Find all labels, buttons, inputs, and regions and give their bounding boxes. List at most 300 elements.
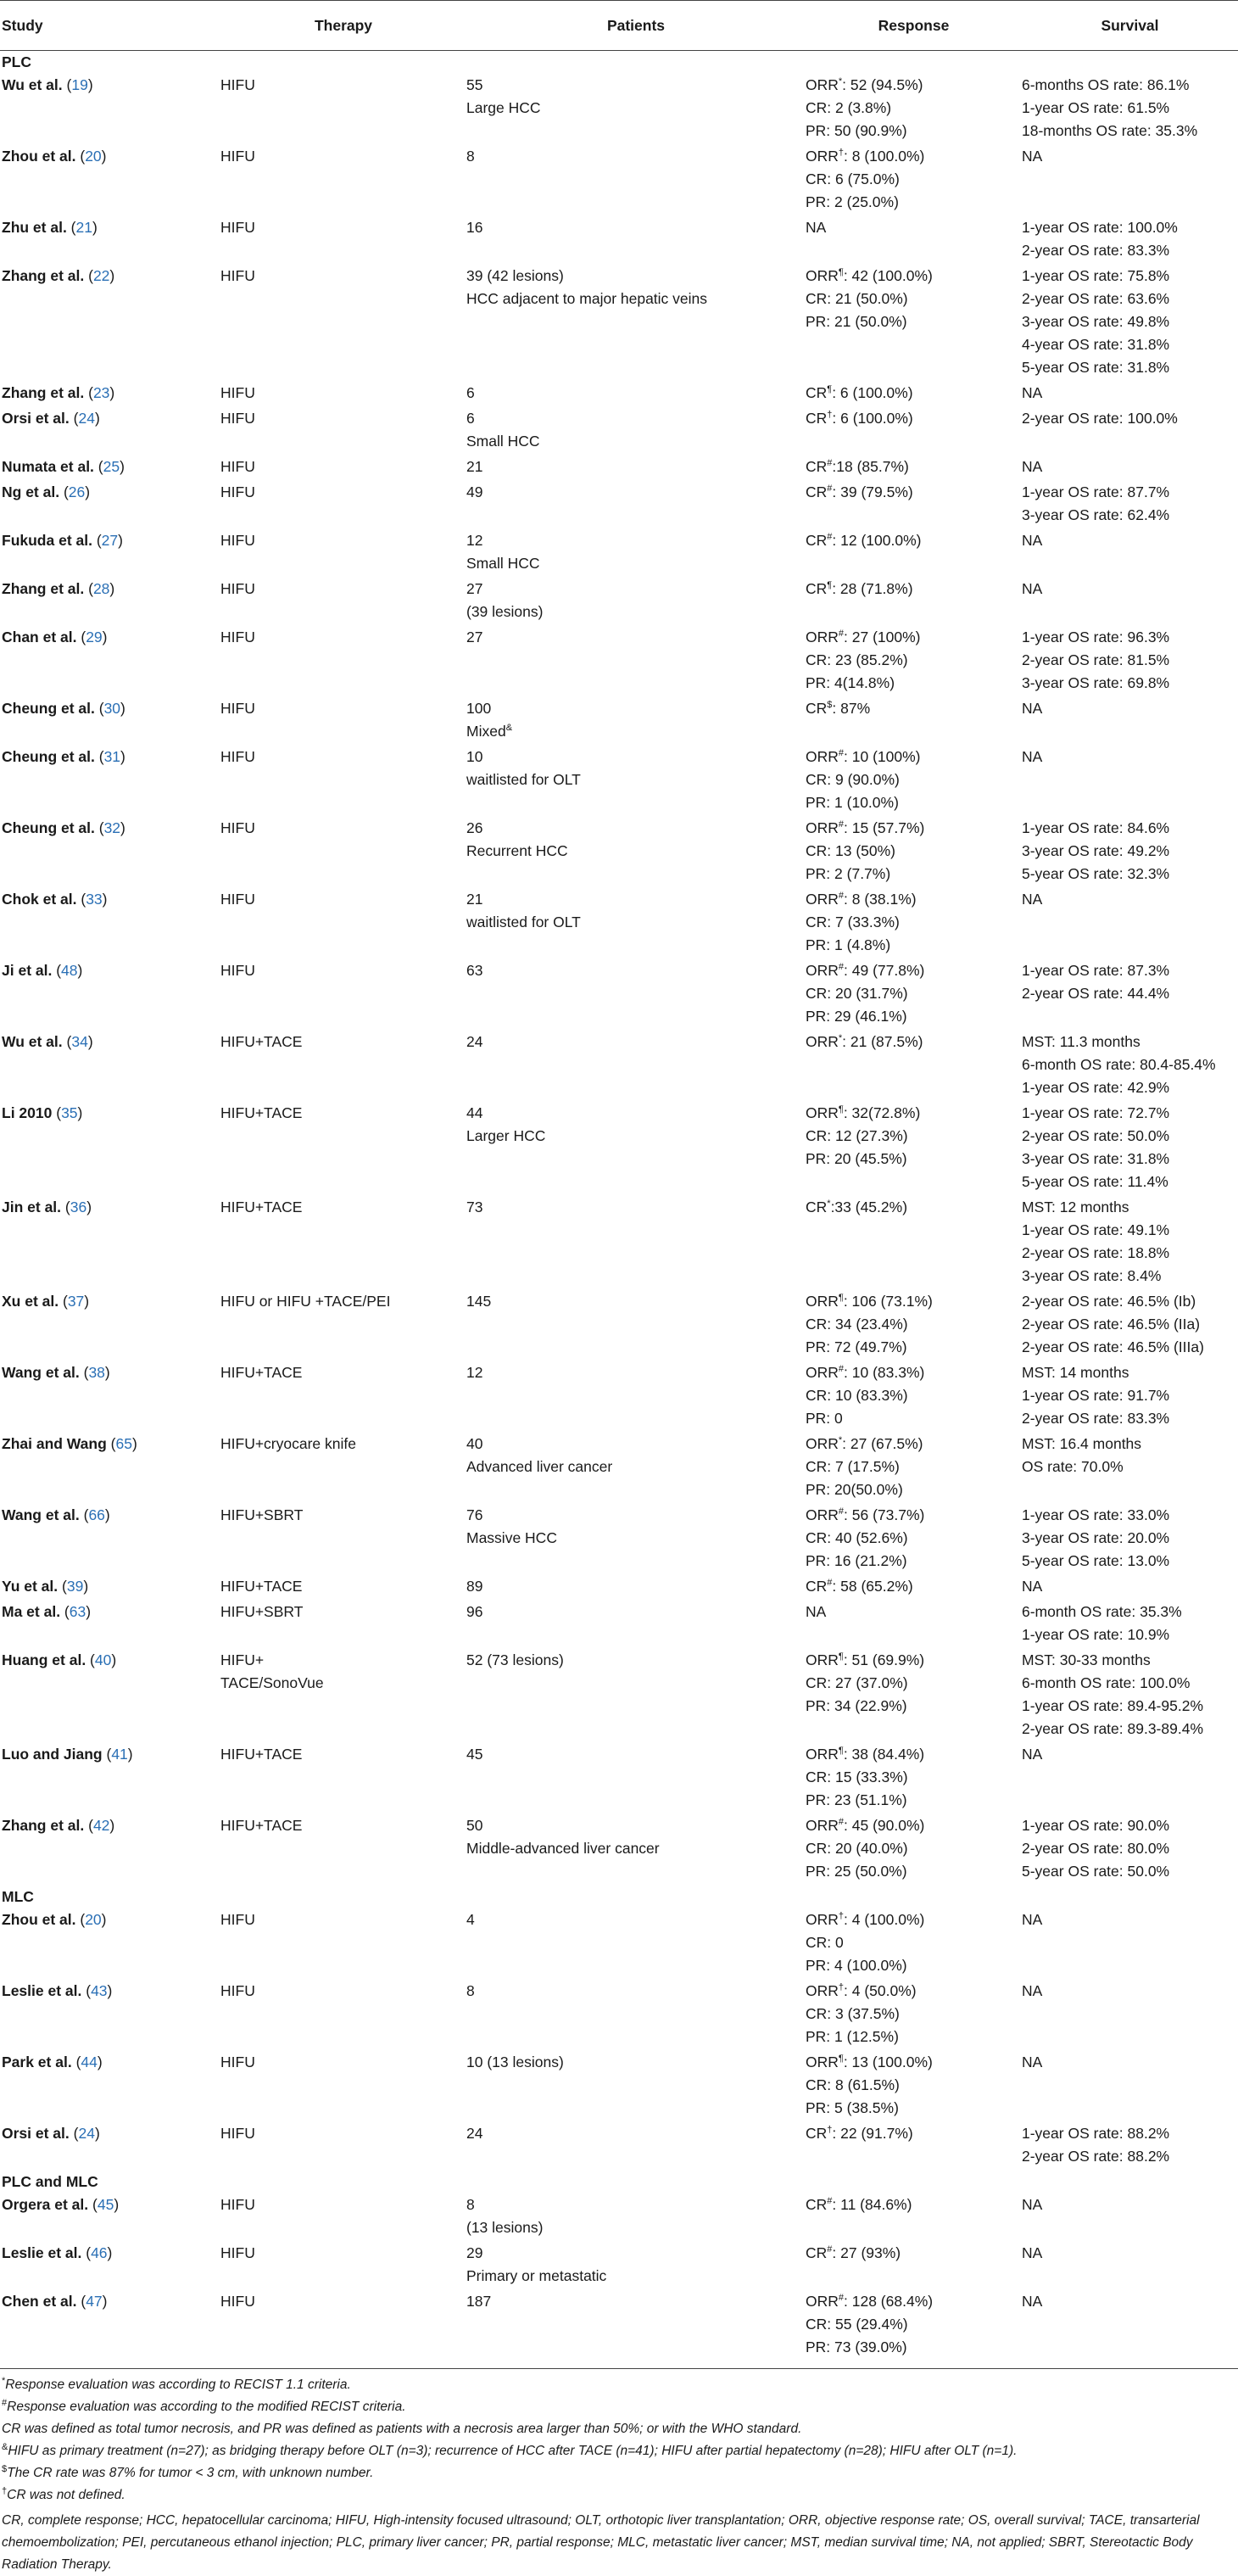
survival-cell bbox=[1022, 2051, 1238, 2122]
survival-line: 2-year OS rate: 63.6% bbox=[1022, 290, 1170, 307]
response-line: PR: 1 (4.8%) bbox=[806, 936, 891, 953]
response-line: ORR¶: 13 (100.0%) bbox=[806, 2054, 933, 2070]
study-name: Leslie et al. bbox=[2, 1982, 82, 1999]
survival-line: 3-year OS rate: 20.0% bbox=[1022, 1529, 1170, 1546]
response-line: PR: 2 (7.7%) bbox=[806, 865, 891, 882]
study-name: Zhang et al. bbox=[2, 384, 85, 401]
response-cell bbox=[806, 1433, 1022, 1504]
footnote: $The CR rate was 87% for tumor < 3 cm, with unknown number. bbox=[2, 2463, 374, 2480]
reference-link[interactable]: 32 bbox=[103, 819, 121, 836]
reference-link[interactable]: 24 bbox=[78, 2125, 95, 2142]
reference-link[interactable]: 45 bbox=[97, 2196, 114, 2213]
study-cell: Luo and Jiang (41) bbox=[2, 1746, 133, 1763]
study-name: Zhang et al. bbox=[2, 267, 85, 284]
reference-link[interactable]: 28 bbox=[92, 580, 110, 597]
survival-line: 2-year OS rate: 44.4% bbox=[1022, 985, 1170, 1002]
study-cell: Yu et al. (39) bbox=[2, 1578, 89, 1595]
patients-line: 21 bbox=[466, 458, 483, 475]
study-cell: Zhang et al. (42) bbox=[2, 1817, 115, 1834]
patients-line: 145 bbox=[466, 1293, 492, 1310]
therapy-line: HIFU+TACE bbox=[220, 1817, 303, 1834]
response-cell bbox=[806, 74, 1022, 145]
patients-line: 27 bbox=[466, 629, 483, 645]
patients-cell bbox=[466, 746, 806, 817]
therapy-line: HIFU+TACE bbox=[220, 1364, 303, 1381]
reference-link[interactable]: 25 bbox=[103, 458, 120, 475]
therapy-line: HIFU bbox=[220, 700, 255, 717]
survival-line: MST: 30-33 months bbox=[1022, 1651, 1151, 1668]
reference-link[interactable]: 35 bbox=[61, 1104, 78, 1121]
patients-line: 8 bbox=[466, 1982, 475, 1999]
study-cell: Ji et al. (48) bbox=[2, 962, 83, 979]
patients-line: 100 bbox=[466, 700, 492, 717]
reference-link[interactable]: 19 bbox=[71, 76, 88, 93]
patients-line: 27 bbox=[466, 580, 483, 597]
table-row bbox=[0, 455, 1238, 481]
study-name: Zhang et al. bbox=[2, 580, 85, 597]
therapy-line: HIFU bbox=[220, 2244, 255, 2261]
patients-cell bbox=[466, 1601, 806, 1649]
survival-line: NA bbox=[1022, 2054, 1043, 2070]
survival-line: 3-year OS rate: 49.8% bbox=[1022, 313, 1170, 330]
reference-link[interactable]: 24 bbox=[78, 410, 95, 427]
response-line: CR: 6 (75.0%) bbox=[806, 170, 900, 187]
patients-cell bbox=[466, 1649, 806, 1743]
therapy-line: HIFU bbox=[220, 458, 255, 475]
study-cell: Wang et al. (38) bbox=[2, 1364, 110, 1381]
survival-line: 1-year OS rate: 61.5% bbox=[1022, 99, 1170, 116]
reference-link[interactable]: 29 bbox=[86, 629, 103, 645]
survival-line: 2-year OS rate: 18.8% bbox=[1022, 1244, 1170, 1261]
survival-cell bbox=[1022, 216, 1238, 265]
study-cell: Orgera et al. (45) bbox=[2, 2196, 120, 2213]
study-name: Ji et al. bbox=[2, 962, 53, 979]
therapy-cell bbox=[220, 578, 466, 626]
patients-cell bbox=[466, 2122, 806, 2171]
study-name: Cheung et al. bbox=[2, 748, 95, 765]
survival-line: 18-months OS rate: 35.3% bbox=[1022, 122, 1198, 139]
survival-cell bbox=[1022, 481, 1238, 529]
survival-cell bbox=[1022, 1908, 1238, 1980]
therapy-cell bbox=[220, 74, 466, 145]
therapy-line: HIFU bbox=[220, 76, 255, 93]
survival-cell bbox=[1022, 407, 1238, 455]
response-cell bbox=[806, 888, 1022, 959]
therapy-cell bbox=[220, 382, 466, 407]
patients-line: 76 bbox=[466, 1506, 483, 1523]
response-line: CR: 13 (50%) bbox=[806, 842, 896, 859]
reference-link[interactable]: 21 bbox=[75, 219, 92, 236]
patients-line: waitlisted for OLT bbox=[466, 914, 581, 930]
header-survival: Survival bbox=[1022, 1, 1238, 51]
therapy-line: HIFU bbox=[220, 267, 255, 284]
patients-line: 96 bbox=[466, 1603, 483, 1620]
survival-line: 6-month OS rate: 80.4-85.4% bbox=[1022, 1056, 1216, 1073]
study-cell: Zhai and Wang (65) bbox=[2, 1435, 137, 1452]
study-name: Park et al. bbox=[2, 2054, 72, 2070]
reference-link[interactable]: 42 bbox=[92, 1817, 110, 1834]
response-line: CR: 7 (33.3%) bbox=[806, 914, 900, 930]
response-line: ORR¶: 51 (69.9%) bbox=[806, 1651, 925, 1668]
footnote: *Response evaluation was according to RECIST 1.1 criteria. bbox=[2, 2375, 351, 2392]
survival-line: NA bbox=[1022, 1578, 1043, 1595]
survival-line: NA bbox=[1022, 1911, 1043, 1928]
reference-link[interactable]: 38 bbox=[88, 1364, 105, 1381]
survival-line: NA bbox=[1022, 384, 1043, 401]
table-row bbox=[0, 578, 1238, 626]
response-cell bbox=[806, 529, 1022, 578]
therapy-line: HIFU+TACE bbox=[220, 1746, 303, 1763]
survival-line: MST: 14 months bbox=[1022, 1364, 1129, 1381]
therapy-line: HIFU bbox=[220, 410, 255, 427]
patients-line: 21 bbox=[466, 891, 483, 908]
therapy-cell bbox=[220, 626, 466, 697]
survival-cell bbox=[1022, 1814, 1238, 1886]
table-row bbox=[0, 1743, 1238, 1814]
therapy-cell bbox=[220, 959, 466, 1031]
study-cell: Leslie et al. (43) bbox=[2, 1982, 113, 1999]
response-cell bbox=[806, 216, 1022, 265]
survival-cell bbox=[1022, 2193, 1238, 2242]
patients-cell bbox=[466, 1361, 806, 1433]
study-cell: Zhang et al. (28) bbox=[2, 580, 115, 597]
reference-link[interactable]: 26 bbox=[68, 483, 86, 500]
response-line: PR: 4 (100.0%) bbox=[806, 1957, 907, 1974]
study-name: Luo and Jiang bbox=[2, 1746, 103, 1763]
response-cell bbox=[806, 2051, 1022, 2122]
response-line: PR: 20 (45.5%) bbox=[806, 1150, 907, 1167]
response-line: ORR†: 4 (100.0%) bbox=[806, 1911, 925, 1928]
survival-cell bbox=[1022, 382, 1238, 407]
survival-line: 1-year OS rate: 42.9% bbox=[1022, 1079, 1170, 1096]
patients-line: 44 bbox=[466, 1104, 483, 1121]
study-name: Leslie et al. bbox=[2, 2244, 82, 2261]
response-line: PR: 20(50.0%) bbox=[806, 1481, 903, 1498]
survival-line: 2-year OS rate: 46.5% (IIa) bbox=[1022, 1316, 1201, 1333]
patients-line: 49 bbox=[466, 483, 483, 500]
survival-cell bbox=[1022, 265, 1238, 382]
survival-line: 2-year OS rate: 89.3-89.4% bbox=[1022, 1720, 1203, 1737]
study-name: Huang et al. bbox=[2, 1651, 86, 1668]
patients-line: 24 bbox=[466, 2125, 483, 2142]
response-line: CR#:18 (85.7%) bbox=[806, 458, 909, 475]
study-name: Cheung et al. bbox=[2, 819, 95, 836]
response-line: CR†: 22 (91.7%) bbox=[806, 2125, 913, 2142]
footnote: †CR was not defined. bbox=[2, 2485, 125, 2502]
patients-cell bbox=[466, 74, 806, 145]
study-cell: Leslie et al. (46) bbox=[2, 2244, 113, 2261]
patients-cell bbox=[466, 481, 806, 529]
response-cell bbox=[806, 1601, 1022, 1649]
survival-line: NA bbox=[1022, 700, 1043, 717]
study-cell: Fukuda et al. (27) bbox=[2, 532, 123, 549]
therapy-line: HIFU bbox=[220, 2125, 255, 2142]
table-row bbox=[0, 74, 1238, 145]
therapy-line: HIFU bbox=[220, 384, 255, 401]
section-title: PLC bbox=[2, 53, 31, 70]
survival-line: NA bbox=[1022, 148, 1043, 165]
survival-line: 1-year OS rate: 10.9% bbox=[1022, 1626, 1170, 1643]
therapy-cell bbox=[220, 888, 466, 959]
survival-cell bbox=[1022, 888, 1238, 959]
study-name: Wu et al. bbox=[2, 76, 63, 93]
response-line: CR: 12 (27.3%) bbox=[806, 1127, 908, 1144]
response-line: CR: 2 (3.8%) bbox=[806, 99, 892, 116]
patients-line: 50 bbox=[466, 1817, 483, 1834]
table-row bbox=[0, 1031, 1238, 1102]
survival-line: OS rate: 70.0% bbox=[1022, 1458, 1124, 1475]
response-line: ORR¶: 42 (100.0%) bbox=[806, 267, 933, 284]
response-line: CR#: 12 (100.0%) bbox=[806, 532, 922, 549]
patients-cell bbox=[466, 2051, 806, 2122]
therapy-cell bbox=[220, 746, 466, 817]
survival-line: 1-year OS rate: 89.4-95.2% bbox=[1022, 1697, 1203, 1714]
reference-link[interactable]: 36 bbox=[70, 1199, 87, 1215]
patients-line: Small HCC bbox=[466, 555, 540, 572]
survival-line: 5-year OS rate: 11.4% bbox=[1022, 1173, 1168, 1190]
study-name: Wang et al. bbox=[2, 1364, 80, 1381]
patients-cell bbox=[466, 626, 806, 697]
therapy-cell bbox=[220, 1649, 466, 1743]
response-cell bbox=[806, 2122, 1022, 2171]
therapy-line: HIFU+TACE bbox=[220, 1199, 303, 1215]
study-name: Jin et al. bbox=[2, 1199, 62, 1215]
survival-line: 3-year OS rate: 49.2% bbox=[1022, 842, 1170, 859]
therapy-cell bbox=[220, 1980, 466, 2051]
response-line: ORR#: 15 (57.7%) bbox=[806, 819, 925, 836]
patients-cell bbox=[466, 1908, 806, 1980]
table-row bbox=[0, 1433, 1238, 1504]
therapy-cell bbox=[220, 481, 466, 529]
survival-line: 1-year OS rate: 49.1% bbox=[1022, 1221, 1170, 1238]
survival-cell bbox=[1022, 1980, 1238, 2051]
patients-line: 73 bbox=[466, 1199, 483, 1215]
study-name: Cheung et al. bbox=[2, 700, 95, 717]
patients-cell bbox=[466, 1196, 806, 1290]
reference-link[interactable]: 39 bbox=[66, 1578, 84, 1595]
survival-cell bbox=[1022, 1601, 1238, 1649]
study-name: Wang et al. bbox=[2, 1506, 80, 1523]
survival-line: NA bbox=[1022, 2244, 1043, 2261]
patients-cell bbox=[466, 1102, 806, 1196]
survival-line: 1-year OS rate: 87.7% bbox=[1022, 483, 1170, 500]
response-cell bbox=[806, 1102, 1022, 1196]
reference-link[interactable]: 23 bbox=[92, 384, 110, 401]
patients-line: HCC adjacent to major hepatic veins bbox=[466, 290, 708, 307]
study-name: Numata et al. bbox=[2, 458, 94, 475]
response-line: PR: 50 (90.9%) bbox=[806, 122, 907, 139]
reference-link[interactable]: 27 bbox=[101, 532, 119, 549]
response-cell bbox=[806, 1980, 1022, 2051]
response-cell bbox=[806, 1290, 1022, 1361]
response-cell bbox=[806, 1908, 1022, 1980]
response-cell bbox=[806, 1814, 1022, 1886]
response-line: CR: 10 (83.3%) bbox=[806, 1387, 908, 1404]
table-row bbox=[0, 746, 1238, 817]
therapy-line: HIFU bbox=[220, 629, 255, 645]
table-row bbox=[0, 2051, 1238, 2122]
table-row bbox=[0, 2242, 1238, 2290]
patients-cell bbox=[466, 265, 806, 382]
therapy-cell bbox=[220, 1031, 466, 1102]
therapy-cell bbox=[220, 265, 466, 382]
reference-link[interactable]: 20 bbox=[85, 148, 102, 165]
survival-line: 1-year OS rate: 88.2% bbox=[1022, 2125, 1170, 2142]
response-line: CR: 55 (29.4%) bbox=[806, 2316, 908, 2333]
survival-line: 2-year OS rate: 81.5% bbox=[1022, 651, 1170, 668]
response-cell bbox=[806, 407, 1022, 455]
response-line: CR: 23 (85.2%) bbox=[806, 651, 908, 668]
response-line: PR: 25 (50.0%) bbox=[806, 1863, 907, 1880]
survival-line: 1-year OS rate: 75.8% bbox=[1022, 267, 1170, 284]
therapy-line: HIFU bbox=[220, 1982, 255, 1999]
table-row bbox=[0, 1196, 1238, 1290]
response-line: CR: 3 (37.5%) bbox=[806, 2005, 900, 2022]
study-name: Zhai and Wang bbox=[2, 1435, 107, 1452]
reference-link[interactable]: 44 bbox=[81, 2054, 98, 2070]
response-cell bbox=[806, 455, 1022, 481]
response-line: CR$: 87% bbox=[806, 700, 871, 717]
table-row bbox=[0, 2290, 1238, 2361]
response-cell bbox=[806, 382, 1022, 407]
survival-line: 2-year OS rate: 100.0% bbox=[1022, 410, 1178, 427]
reference-link[interactable]: 46 bbox=[91, 2244, 108, 2261]
patients-line: 26 bbox=[466, 819, 483, 836]
survival-cell bbox=[1022, 2290, 1238, 2361]
response-line: ORR#: 56 (73.7%) bbox=[806, 1506, 925, 1523]
response-line: PR: 5 (38.5%) bbox=[806, 2099, 899, 2116]
study-cell: Wu et al. (19) bbox=[2, 76, 93, 93]
reference-link[interactable]: 43 bbox=[91, 1982, 108, 1999]
response-line: CR#: 39 (79.5%) bbox=[806, 483, 913, 500]
survival-line: 3-year OS rate: 62.4% bbox=[1022, 506, 1170, 523]
table-footnotes bbox=[0, 2368, 1238, 2576]
response-line: ORR#: 49 (77.8%) bbox=[806, 962, 925, 979]
patients-line: Recurrent HCC bbox=[466, 842, 568, 859]
response-line: CR: 7 (17.5%) bbox=[806, 1458, 900, 1475]
study-name: Orsi et al. bbox=[2, 410, 70, 427]
reference-link[interactable]: 34 bbox=[71, 1033, 88, 1050]
response-cell bbox=[806, 817, 1022, 888]
response-line: CR: 15 (33.3%) bbox=[806, 1769, 908, 1785]
survival-cell bbox=[1022, 1504, 1238, 1575]
reference-link[interactable]: 30 bbox=[103, 700, 121, 717]
study-name: Zhou et al. bbox=[2, 148, 76, 165]
footnote: &HIFU as primary treatment (n=27); as bridging therapy before OLT (n=3); recurrence of HCC after TACE (n=41); HIFU after partial hepatectomy (n=28); HIFU after OLT (n=1). bbox=[2, 2441, 1018, 2458]
table-row bbox=[0, 216, 1238, 265]
reference-link[interactable]: 65 bbox=[115, 1435, 132, 1452]
study-cell: Chan et al. (29) bbox=[2, 629, 108, 645]
reference-link[interactable]: 33 bbox=[86, 891, 103, 908]
patients-line: 39 (42 lesions) bbox=[466, 267, 564, 284]
reference-link[interactable]: 31 bbox=[103, 748, 121, 765]
survival-cell bbox=[1022, 2122, 1238, 2171]
table-row bbox=[0, 1361, 1238, 1433]
response-line: PR: 34 (22.9%) bbox=[806, 1697, 907, 1714]
reference-link[interactable]: 48 bbox=[61, 962, 78, 979]
therapy-cell bbox=[220, 1102, 466, 1196]
patients-cell bbox=[466, 817, 806, 888]
response-line: ORR¶: 38 (84.4%) bbox=[806, 1746, 925, 1763]
survival-line: 5-year OS rate: 31.8% bbox=[1022, 359, 1170, 376]
patients-cell bbox=[466, 407, 806, 455]
response-line: PR: 1 (10.0%) bbox=[806, 794, 899, 811]
study-cell: Park et al. (44) bbox=[2, 2054, 103, 2070]
section-row bbox=[0, 1886, 1238, 1908]
survival-line: 2-year OS rate: 88.2% bbox=[1022, 2148, 1170, 2165]
response-cell bbox=[806, 959, 1022, 1031]
table-row bbox=[0, 1504, 1238, 1575]
response-line: ORR#: 10 (100%) bbox=[806, 748, 921, 765]
patients-line: Middle-advanced liver cancer bbox=[466, 1840, 660, 1857]
patients-cell bbox=[466, 1290, 806, 1361]
reference-link[interactable]: 41 bbox=[111, 1746, 128, 1763]
study-cell: Zhou et al. (20) bbox=[2, 148, 107, 165]
therapy-line: HIFU bbox=[220, 1911, 255, 1928]
patients-line: 187 bbox=[466, 2293, 492, 2310]
study-name: Chen et al. bbox=[2, 2293, 77, 2310]
reference-link[interactable]: 63 bbox=[69, 1603, 86, 1620]
study-cell: Xu et al. (37) bbox=[2, 1293, 90, 1310]
survival-line: 5-year OS rate: 50.0% bbox=[1022, 1863, 1170, 1880]
table-row bbox=[0, 1649, 1238, 1743]
survival-line: NA bbox=[1022, 2196, 1043, 2213]
reference-link[interactable]: 40 bbox=[94, 1651, 112, 1668]
reference-link[interactable]: 22 bbox=[92, 267, 110, 284]
patients-line: Advanced liver cancer bbox=[466, 1458, 613, 1475]
therapy-line: HIFU+SBRT bbox=[220, 1506, 304, 1523]
survival-cell bbox=[1022, 74, 1238, 145]
survival-line: MST: 11.3 months bbox=[1022, 1033, 1140, 1050]
response-line: CR†: 6 (100.0%) bbox=[806, 410, 913, 427]
therapy-line: HIFU bbox=[220, 2293, 255, 2310]
survival-line: 3-year OS rate: 69.8% bbox=[1022, 674, 1170, 691]
survival-line: 3-year OS rate: 8.4% bbox=[1022, 1267, 1162, 1284]
reference-link[interactable]: 37 bbox=[67, 1293, 85, 1310]
response-line: CR#: 27 (93%) bbox=[806, 2244, 901, 2261]
response-line: NA bbox=[806, 1603, 827, 1620]
survival-cell bbox=[1022, 817, 1238, 888]
study-cell: Chen et al. (47) bbox=[2, 2293, 108, 2310]
header-therapy: Therapy bbox=[220, 1, 466, 51]
patients-cell bbox=[466, 529, 806, 578]
study-cell: Orsi et al. (24) bbox=[2, 2125, 100, 2142]
survival-line: 2-year OS rate: 50.0% bbox=[1022, 1127, 1170, 1144]
footnote: CR was defined as total tumor necrosis, and PR was defined as patients with a necrosis area larger than 50%; or with the WHO standard. bbox=[2, 2422, 802, 2436]
reference-link[interactable]: 66 bbox=[88, 1506, 105, 1523]
therapy-line: HIFU+TACE bbox=[220, 1104, 303, 1121]
patients-line: 40 bbox=[466, 1435, 483, 1452]
survival-line: 6-month OS rate: 35.3% bbox=[1022, 1603, 1182, 1620]
reference-link[interactable]: 47 bbox=[86, 2293, 103, 2310]
patients-cell bbox=[466, 1743, 806, 1814]
therapy-cell bbox=[220, 1601, 466, 1649]
survival-cell bbox=[1022, 578, 1238, 626]
response-line: CR¶: 6 (100.0%) bbox=[806, 384, 913, 401]
table-row bbox=[0, 481, 1238, 529]
survival-line: NA bbox=[1022, 1982, 1043, 1999]
header-study: Study bbox=[0, 1, 220, 51]
survival-line: 3-year OS rate: 31.8% bbox=[1022, 1150, 1170, 1167]
header-patients: Patients bbox=[466, 1, 806, 51]
survival-line: 2-year OS rate: 83.3% bbox=[1022, 1410, 1170, 1427]
response-cell bbox=[806, 481, 1022, 529]
reference-link[interactable]: 20 bbox=[85, 1911, 102, 1928]
response-line: PR: 73 (39.0%) bbox=[806, 2339, 907, 2355]
therapy-line: HIFU bbox=[220, 580, 255, 597]
study-name: Ma et al. bbox=[2, 1603, 61, 1620]
study-cell: Wang et al. (66) bbox=[2, 1506, 110, 1523]
